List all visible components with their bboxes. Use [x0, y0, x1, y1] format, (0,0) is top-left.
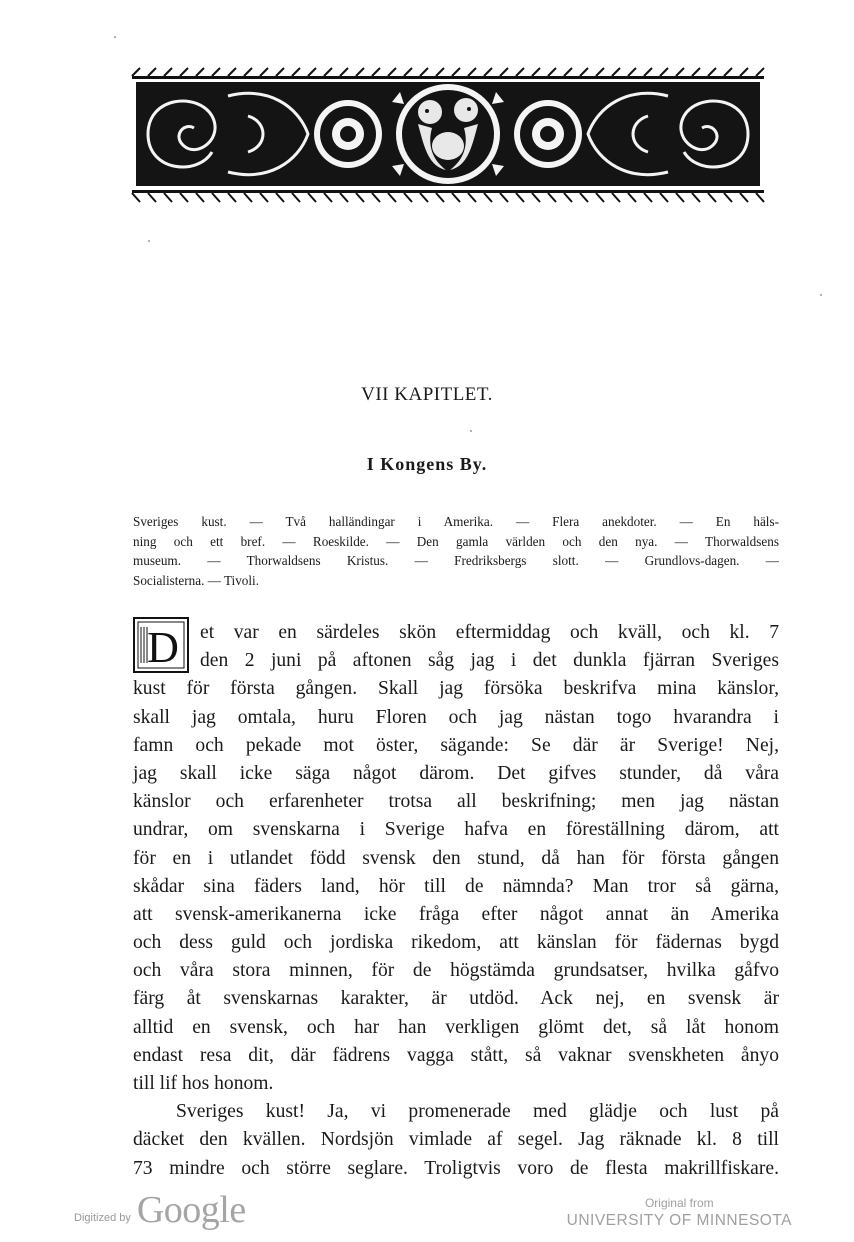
summary-line: Sveriges kust. — Två halländingar i Amerika. — Flera anekdoter. — En häls-	[133, 514, 779, 529]
body-line: skådar sina fäders land, hör till de nämnda? Man tror så gärna,	[133, 875, 779, 897]
body-line: famn och pekade mot öster, sägande: Se där är Sverige! Nej,	[133, 734, 779, 756]
header-ornament	[128, 66, 768, 206]
body-line: och våra stora minnen, för de högstämda grundsatser, hvilka gåfvo	[133, 960, 779, 982]
body-line: för en i utlandet född svensk den stund, då han för första gången	[133, 847, 779, 869]
page-speck	[148, 240, 150, 242]
body-text	[133, 619, 779, 1183]
body-line: skall jag omtala, huru Floren och jag nästan togo hvarandra i	[133, 706, 779, 728]
university-label: UNIVERSITY OF MINNESOTA	[566, 1212, 792, 1229]
body-line: alltid en svensk, och har han verkligen glömt det, så låt honom	[133, 1016, 779, 1038]
summary-line: ning och ett bref. — Roeskilde. — Den gamla världen och den nya. — Thorwaldsens	[133, 533, 779, 549]
body-line: till lif hos honom.	[133, 1073, 274, 1094]
body-line: kust för första gången. Skall jag försöka beskrifva mina känslor,	[133, 678, 779, 700]
chapter-subtitle: I Kongens By.	[366, 454, 488, 474]
summary-line: museum. — Thorwaldsens Kristus. — Fredriksbergs slott. — Grundlovs-dagen. —	[133, 553, 779, 569]
body-line: den 2 juni på aftonen såg jag i det dunkla fjärran Sveriges	[200, 650, 779, 672]
digitized-by-google-watermark	[74, 1188, 246, 1232]
body-line: däcket den kvällen. Nordsjön vimlade af segel. Jag räknade kl. 8 till	[133, 1129, 779, 1151]
body-line: undrar, om svenskarna i Sverige hafva en föreställning därom, att	[133, 819, 779, 841]
page-speck	[114, 36, 116, 38]
google-logo: Google	[136, 1189, 246, 1231]
body-line: känslor och erfarenheter trotsa all beskrifning; men jag nästan	[133, 791, 779, 813]
body-line: och dess guld och jordiska rikedom, att känslan för fädernas bygd	[133, 932, 779, 954]
page-speck	[470, 430, 472, 432]
body-line: 73 mindre och större seglare. Troligtvis voro de flesta makrillfiskare.	[133, 1157, 779, 1179]
body-line: jag skall icke säga något därom. Det gifves stunder, då våra	[133, 762, 779, 784]
original-from-label: Original from	[644, 1196, 714, 1210]
digitized-label: Digitized by	[74, 1212, 131, 1224]
body-line: et var en särdeles skön eftermiddag och kväll, och kl. 7	[200, 622, 779, 643]
drop-cap-letter: D	[147, 623, 179, 672]
body-line: att svensk-amerikanerna icke fråga efter något annat än Amerika	[133, 903, 779, 925]
chapter-summary	[133, 512, 779, 590]
page-speck	[820, 294, 822, 296]
body-line: endast resa dit, där fädrens vagga stått, så vaknar svenskheten ånyo	[133, 1044, 779, 1066]
chapter-title: VII KAPITLET.	[361, 384, 493, 405]
summary-line: Socialisterna. — Tivoli.	[133, 572, 260, 588]
body-line: Sveriges kust! Ja, vi promenerade med glädje och lust på	[176, 1101, 779, 1123]
source-attribution	[567, 1196, 792, 1230]
body-line: färg åt svenskarnas karakter, är utdöd. Ack nej, en svensk är	[133, 988, 779, 1010]
